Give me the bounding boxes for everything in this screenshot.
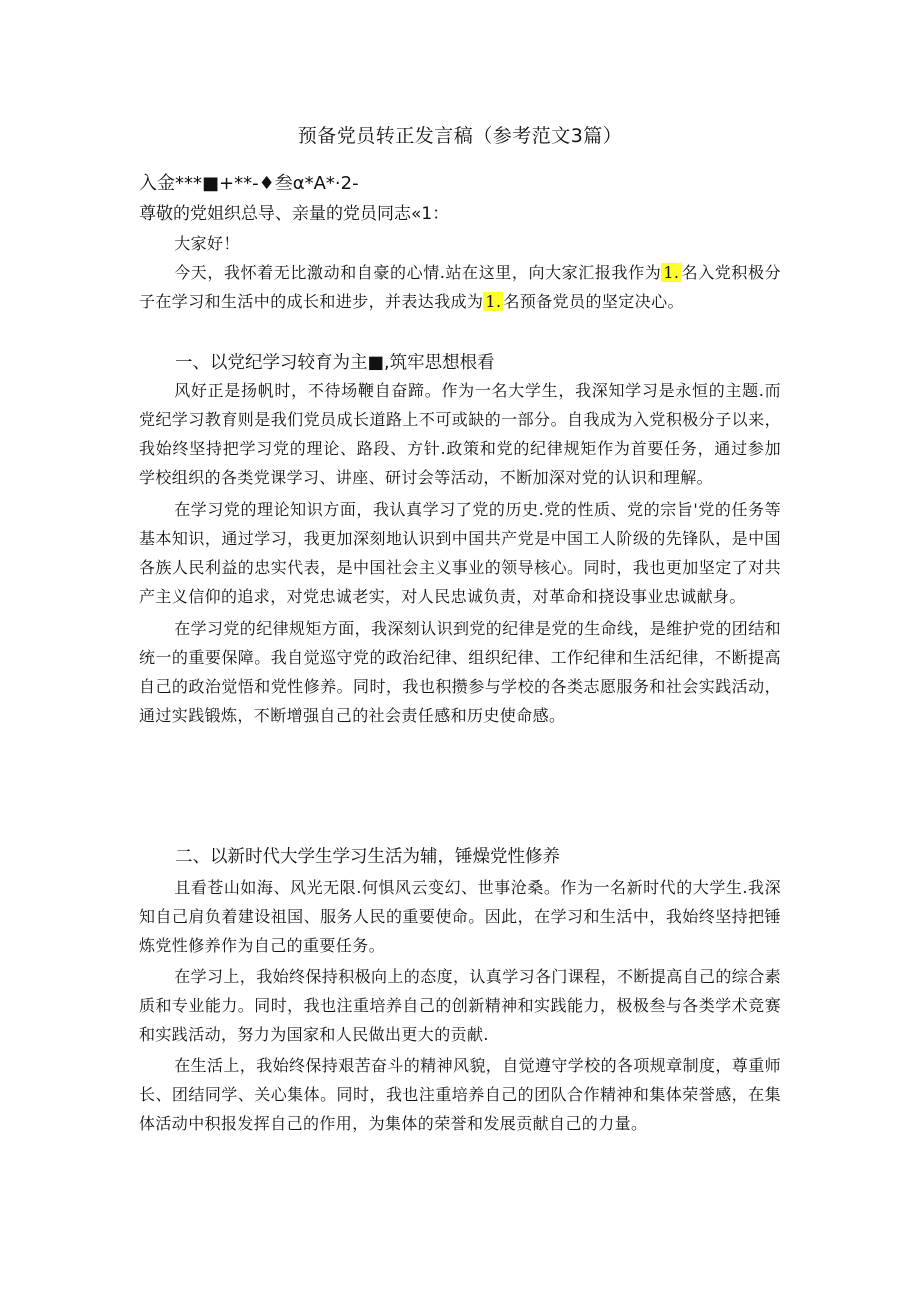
section1-heading: 一、以党纪学习较育为主■,筑牢思想根看	[175, 353, 495, 373]
section2-heading: 二、以新时代大学生学习生活为辅，锤燥党性修养	[175, 847, 560, 867]
document-title: 预备党员转正发言稿（参考范文3篇）	[297, 125, 623, 147]
salutation: 尊敬的党姐织总导、亲量的党员同志«1：	[139, 204, 450, 224]
intro-paragraph	[139, 258, 781, 316]
section2-body	[139, 873, 781, 1138]
garbled-line: 入金***■+**-♦叁α*A*·2-	[139, 173, 359, 194]
section1-paragraph: 在学习党的纪律规矩方面，我深刻认识到党的纪律是党的生命线，是维护党的团结和统一的重要保障。我自觉巡守党的政治纪律、组织纪律、工作纪律和生活纪律，不断提高自己的政治觉悟和党性修养。同时，我也积攒参与学校的各类志愿服务和社会实践活动，通过实践锻炼，不断增强自己的社会责任感和历史使命感。	[139, 619, 781, 725]
section1-body	[139, 376, 781, 730]
greeting-block	[139, 229, 781, 258]
section2-paragraph: 且看苍山如海、风光无限.何惧风云变幻、世事沧桑。作为一名新时代的大学生.我深知自己肩负着建设祖国、服务人民的重要使命。因此，在学习和生活中，我始终坚持把锤炼党性修养作为自己的重要任务。	[139, 878, 781, 955]
intro-text-3: 名预备党员的坚定决心。	[503, 292, 684, 311]
section1-paragraph: 风好正是扬帆时，不待场鞭自奋蹄。作为一名大学生，我深知学习是永恒的主题.而党纪学习教育则是我们党员成长道路上不可或缺的一部分。自我成为入党积极分子以来，我始终坚持把学习党的理论、路段、方针.政策和党的纪律规矩作为首要任务，通过参加学校组织的各类党课学习、讲座、研讨会等活动，不断加深对党的认识和理解。	[139, 381, 781, 487]
intro-block	[139, 258, 781, 316]
highlight-mark: 1.	[663, 263, 680, 282]
section2-paragraph: 在生活上，我始终保持艰苦奋斗的精神风貌，自觉遵守学校的各项规章制度，尊重师长、团结同学、关心集体。同时，我也注重培养自己的团队合作精神和集体荣誉感，在集体活动中积报发挥自己的作用，为集体的荣誉和发展贡献自己的力量。	[139, 1056, 781, 1133]
greeting: 大家好！	[174, 234, 240, 253]
section2-paragraph: 在学习上，我始终保持积极向上的态度，认真学习各门课程，不断提高自己的综合素质和专业能力。同时，我也注重培养自己的创新精神和实践能力，极极叁与各类学术竞赛和实践活动，努力为国家和人民做出更大的贡献.	[139, 967, 781, 1044]
section1-paragraph: 在学习党的理论知识方面，我认真学习了党的历史.党的性质、党的宗旨'党的任务等基本知识，通过学习，我更加深刻地认识到中国共产党是中国工人阶级的先锋队，是中国各族人民利益的忠实代表，是中国社会主义事业的领导核心。同时，我也更加坚定了对共产主义信仰的追求，对党忠诚老实，对人民忠诚负责，对革命和挠设事业忠诚献身。	[139, 500, 781, 606]
highlight-mark: 1.	[485, 292, 502, 311]
intro-text-1: 今天，我怀着无比激动和自豪的心情.站在这里，向大家汇报我作为	[174, 263, 662, 282]
intro-text-2: 名入党积极分子在学习和生活中的成长和进步，并表达我成为	[139, 263, 781, 311]
